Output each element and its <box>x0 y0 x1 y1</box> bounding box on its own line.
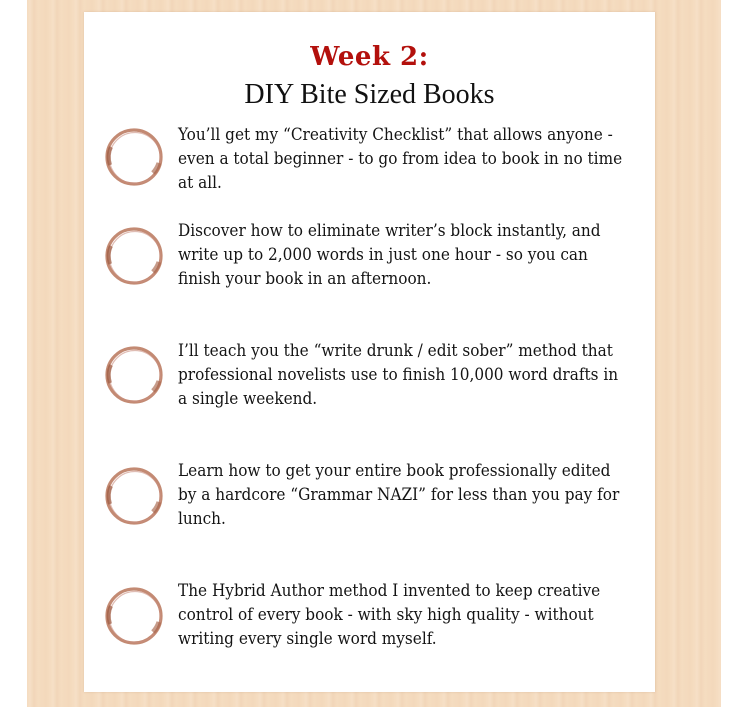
coffee-ring-icon <box>101 224 167 290</box>
content-card <box>84 12 655 692</box>
week-heading: Week 2: <box>310 42 429 72</box>
list-item-text: I’ll teach you the “write drunk / edit sober” method that professional novelists use to finish 10,000 word drafts in a single weekend. <box>178 341 619 409</box>
list-item-text: Discover how to eliminate writer’s block instantly, and write up to 2,000 words in just one hour - so you can finish your book in an afternoon. <box>178 221 601 289</box>
coffee-ring-icon <box>101 464 167 530</box>
list-item-text: You’ll get my “Creativity Checklist” that allows anyone - even a total beginner - to go from idea to book in no time at all. <box>178 125 623 193</box>
coffee-ring-icon <box>101 584 167 650</box>
coffee-ring-icon <box>101 343 167 409</box>
coffee-ring-icon <box>101 125 167 191</box>
section-title: DIY Bite Sized Books <box>244 79 495 110</box>
list-item-text: Learn how to get your entire book professionally edited by a hardcore “Grammar NAZI” for less than you pay for lunch. <box>178 461 620 529</box>
list-item-text: The Hybrid Author method I invented to keep creative control of every book - with sky high quality - without writing every single word myself. <box>178 581 601 649</box>
